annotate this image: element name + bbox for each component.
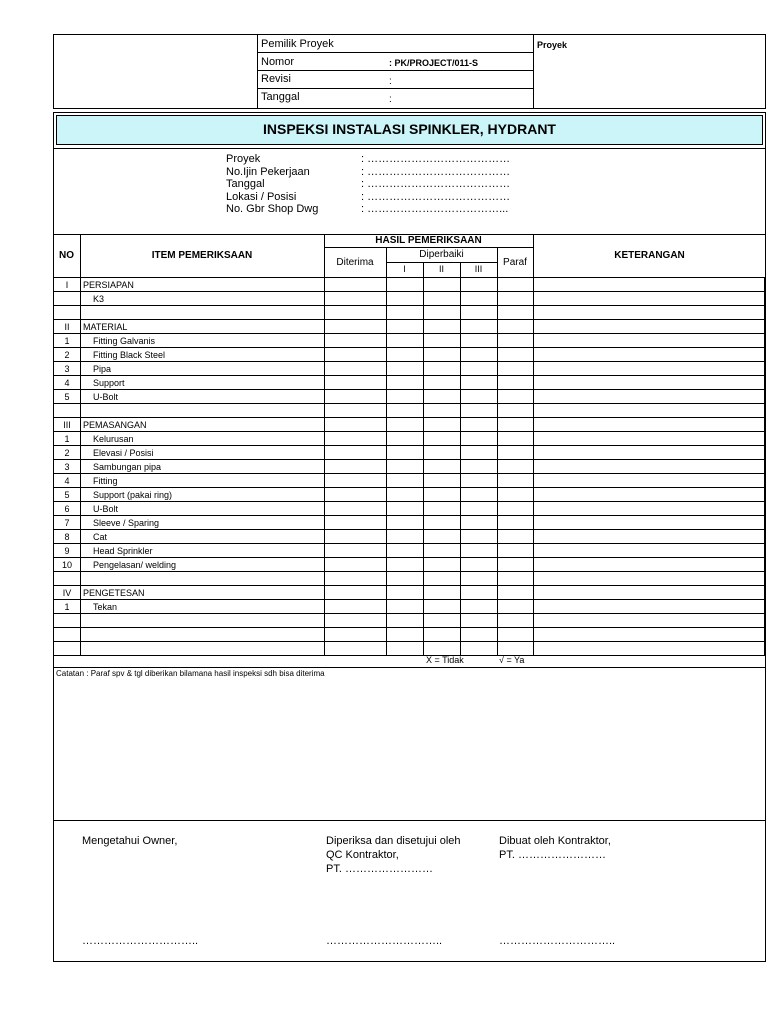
cell-perbaikan-3[interactable] [461,474,498,488]
cell-perbaikan-3[interactable] [461,586,498,600]
cell-paraf[interactable] [498,572,534,586]
table-row [54,348,765,362]
row-number [54,614,81,628]
cell-perbaikan-1[interactable] [387,446,424,460]
row-item: U-Bolt [81,502,325,516]
row-item: Support [81,376,325,390]
cell-perbaikan-3[interactable] [461,502,498,516]
cell-paraf[interactable] [498,390,534,404]
row-item [81,572,325,586]
cell-perbaikan-3[interactable] [461,306,498,320]
row-number [54,292,81,306]
info-label-ijin: No.Ijin Pekerjaan [226,165,310,178]
cell-perbaikan-3[interactable] [461,446,498,460]
table-row [54,474,765,488]
cell-perbaikan-3[interactable] [461,642,498,656]
inspection-table [53,277,765,656]
cell-keterangan[interactable] [534,362,765,376]
cell-perbaikan-2[interactable] [424,348,461,362]
table-row [54,642,765,656]
cell-perbaikan-3[interactable] [461,544,498,558]
row-item: Fitting [81,474,325,488]
cell-diterima[interactable] [325,642,387,656]
info-label-gbr: No. Gbr Shop Dwg [226,203,319,215]
row-number: 2 [54,348,81,362]
cell-diterima[interactable] [325,320,387,334]
table-row [54,558,765,572]
col-iii-header: III [474,264,483,274]
row-item: Fitting Black Steel [81,348,325,362]
cell-paraf[interactable] [498,628,534,642]
table-row [54,586,765,600]
col-i-header: I [403,264,406,274]
col-keterangan-header: KETERANGAN [614,250,685,261]
signature-kontraktor [499,834,611,862]
row-item: Kelurusan [81,432,325,446]
cell-keterangan[interactable] [534,460,765,474]
cell-perbaikan-3[interactable] [461,572,498,586]
cell-perbaikan-1[interactable] [387,278,424,292]
col-diperbaiki-header: Diperbaiki [419,249,464,260]
row-number: 4 [54,474,81,488]
cell-paraf[interactable] [498,292,534,306]
row-item: Tekan [81,600,325,614]
cell-keterangan[interactable] [534,502,765,516]
cell-keterangan[interactable] [534,320,765,334]
row-number [54,404,81,418]
cell-perbaikan-1[interactable] [387,320,424,334]
cell-perbaikan-2[interactable] [424,600,461,614]
cell-perbaikan-1[interactable] [387,586,424,600]
qc-title-1: Diperiksa dan disetujui oleh [326,835,461,847]
cell-perbaikan-3[interactable] [461,628,498,642]
cell-perbaikan-1[interactable] [387,390,424,404]
cell-perbaikan-1[interactable] [387,418,424,432]
cell-paraf[interactable] [498,586,534,600]
legend-ya: √ = Ya [499,655,525,665]
info-value-proyek: : ………………………………… [361,153,511,165]
owner-signature-line: ………………………….. [82,935,199,947]
table-row [54,418,765,432]
cell-keterangan[interactable] [534,292,765,306]
row-number: 9 [54,544,81,558]
cell-perbaikan-2[interactable] [424,544,461,558]
table-row [54,600,765,614]
cell-diterima[interactable] [325,530,387,544]
cell-perbaikan-2[interactable] [424,628,461,642]
cell-perbaikan-1[interactable] [387,558,424,572]
row-number: 5 [54,488,81,502]
cell-paraf[interactable] [498,432,534,446]
cell-diterima[interactable] [325,600,387,614]
cell-perbaikan-1[interactable] [387,544,424,558]
qc-signature-line: ………………………….. [326,935,443,947]
cell-paraf[interactable] [498,474,534,488]
cell-paraf[interactable] [498,502,534,516]
cell-perbaikan-2[interactable] [424,558,461,572]
nomor-value: : PK/PROJECT/011-S [389,58,479,68]
cell-paraf[interactable] [498,418,534,432]
cell-diterima[interactable] [325,572,387,586]
cell-perbaikan-1[interactable] [387,306,424,320]
cell-perbaikan-3[interactable] [461,292,498,306]
table-row [54,572,765,586]
cell-paraf[interactable] [498,334,534,348]
row-item [81,614,325,628]
row-item: Sambungan pipa [81,460,325,474]
cell-paraf[interactable] [498,446,534,460]
signature-qc [326,834,461,876]
revisi-label: Revisi [261,73,291,85]
cell-keterangan[interactable] [534,278,765,292]
cell-perbaikan-3[interactable] [461,460,498,474]
cell-perbaikan-2[interactable] [424,642,461,656]
row-number: II [54,320,81,334]
header-block [53,34,766,109]
row-item: Elevasi / Posisi [81,446,325,460]
table-row [54,628,765,642]
row-number [54,306,81,320]
cell-keterangan[interactable] [534,348,765,362]
inspection-rows [54,278,765,656]
cell-diterima[interactable] [325,628,387,642]
cell-perbaikan-2[interactable] [424,390,461,404]
row-item: PENGETESAN [81,586,325,600]
cell-perbaikan-2[interactable] [424,530,461,544]
row-item [81,404,325,418]
cell-keterangan[interactable] [534,446,765,460]
table-row [54,390,765,404]
cell-perbaikan-1[interactable] [387,376,424,390]
row-number [54,642,81,656]
cell-perbaikan-3[interactable] [461,488,498,502]
row-number: 3 [54,362,81,376]
row-number: 1 [54,600,81,614]
table-row [54,306,765,320]
cell-keterangan[interactable] [534,488,765,502]
cell-diterima[interactable] [325,306,387,320]
cell-paraf[interactable] [498,488,534,502]
cell-diterima[interactable] [325,348,387,362]
cell-perbaikan-1[interactable] [387,530,424,544]
tanggal-value: : [389,94,392,105]
cell-keterangan[interactable] [534,432,765,446]
cell-perbaikan-2[interactable] [424,502,461,516]
cell-perbaikan-2[interactable] [424,320,461,334]
tanggal-label: Tanggal [261,91,300,103]
proyek-header-label: Proyek [537,40,568,50]
row-number: III [54,418,81,432]
row-item: PEMASANGAN [81,418,325,432]
cell-perbaikan-1[interactable] [387,432,424,446]
cell-perbaikan-2[interactable] [424,460,461,474]
info-label-proyek: Proyek [226,153,261,165]
row-number: 4 [54,376,81,390]
cell-paraf[interactable] [498,404,534,418]
cell-perbaikan-2[interactable] [424,292,461,306]
cell-keterangan[interactable] [534,628,765,642]
cell-diterima[interactable] [325,460,387,474]
row-item: Head Sprinkler [81,544,325,558]
cell-keterangan[interactable] [534,530,765,544]
cell-perbaikan-3[interactable] [461,334,498,348]
cell-paraf[interactable] [498,306,534,320]
qc-title-2: QC Kontraktor, [326,849,399,861]
cell-perbaikan-1[interactable] [387,334,424,348]
row-item: U-Bolt [81,390,325,404]
table-row [54,404,765,418]
row-item: K3 [81,292,325,306]
row-item [81,306,325,320]
cell-perbaikan-1[interactable] [387,614,424,628]
table-row [54,614,765,628]
cell-perbaikan-3[interactable] [461,362,498,376]
row-number: 7 [54,516,81,530]
legend-tidak: X = Tidak [426,655,464,665]
cell-perbaikan-1[interactable] [387,516,424,530]
cell-perbaikan-2[interactable] [424,614,461,628]
owner-title: Mengetahui Owner, [82,835,178,847]
cell-keterangan[interactable] [534,614,765,628]
cell-diterima[interactable] [325,488,387,502]
cell-diterima[interactable] [325,586,387,600]
cell-diterima[interactable] [325,446,387,460]
cell-perbaikan-2[interactable] [424,488,461,502]
kontraktor-title-1: Dibuat oleh Kontraktor, [499,835,611,847]
info-label-tanggal: Tanggal [226,178,265,190]
info-labels [226,153,318,216]
cell-perbaikan-3[interactable] [461,418,498,432]
cell-perbaikan-3[interactable] [461,432,498,446]
cell-perbaikan-1[interactable] [387,502,424,516]
cell-perbaikan-2[interactable] [424,572,461,586]
row-number: 1 [54,432,81,446]
table-row [54,446,765,460]
cell-perbaikan-3[interactable] [461,600,498,614]
cell-perbaikan-3[interactable] [461,530,498,544]
cell-perbaikan-3[interactable] [461,376,498,390]
cell-perbaikan-1[interactable] [387,572,424,586]
cell-perbaikan-1[interactable] [387,362,424,376]
cell-keterangan[interactable] [534,558,765,572]
cell-perbaikan-3[interactable] [461,348,498,362]
cell-diterima[interactable] [325,474,387,488]
cell-perbaikan-3[interactable] [461,516,498,530]
table-row [54,278,765,292]
col-diterima-header: Diterima [336,257,374,268]
qc-title-3: PT. …………………… [326,863,433,875]
cell-perbaikan-2[interactable] [424,586,461,600]
row-item: MATERIAL [81,320,325,334]
cell-perbaikan-2[interactable] [424,334,461,348]
cell-keterangan[interactable] [534,334,765,348]
cell-perbaikan-2[interactable] [424,404,461,418]
cell-perbaikan-3[interactable] [461,404,498,418]
cell-paraf[interactable] [498,362,534,376]
cell-perbaikan-2[interactable] [424,516,461,530]
row-number [54,572,81,586]
table-row [54,362,765,376]
cell-perbaikan-2[interactable] [424,278,461,292]
row-number [54,628,81,642]
cell-perbaikan-3[interactable] [461,614,498,628]
kontraktor-title-2: PT. …………………… [499,849,606,861]
row-item [81,628,325,642]
cell-paraf[interactable] [498,348,534,362]
table-row [54,320,765,334]
cell-keterangan[interactable] [534,642,765,656]
table-row [54,376,765,390]
cell-paraf[interactable] [498,376,534,390]
cell-perbaikan-1[interactable] [387,474,424,488]
cell-perbaikan-2[interactable] [424,362,461,376]
row-number: 8 [54,530,81,544]
revisi-value: : [389,76,392,87]
info-value-tanggal: : ………………………………… [361,178,511,190]
table-row [54,460,765,474]
table-row [54,544,765,558]
cell-perbaikan-2[interactable] [424,418,461,432]
col-item-header: ITEM PEMERIKSAAN [151,250,253,261]
cell-perbaikan-1[interactable] [387,642,424,656]
cell-perbaikan-3[interactable] [461,390,498,404]
cell-perbaikan-1[interactable] [387,460,424,474]
cell-perbaikan-2[interactable] [424,432,461,446]
table-row [54,516,765,530]
cell-paraf[interactable] [498,320,534,334]
cell-paraf[interactable] [498,530,534,544]
cell-diterima[interactable] [325,292,387,306]
row-item: Pengelasan/ welding [81,558,325,572]
cell-perbaikan-1[interactable] [387,292,424,306]
cell-perbaikan-3[interactable] [461,558,498,572]
row-item: PERSIAPAN [81,278,325,292]
cell-keterangan[interactable] [534,376,765,390]
cell-paraf[interactable] [498,614,534,628]
cell-perbaikan-1[interactable] [387,600,424,614]
row-item: Cat [81,530,325,544]
row-number: 1 [54,334,81,348]
cell-paraf[interactable] [498,278,534,292]
cell-paraf[interactable] [498,558,534,572]
row-item: Sleeve / Sparing [81,516,325,530]
kontraktor-signature-line: ………………………….. [499,935,616,947]
cell-diterima[interactable] [325,376,387,390]
row-item: Support (pakai ring) [81,488,325,502]
signature-owner [82,834,177,848]
info-value-lokasi: : ………………………………… [361,190,511,203]
cell-perbaikan-1[interactable] [387,488,424,502]
cell-diterima[interactable] [325,334,387,348]
table-row [54,502,765,516]
cell-diterima[interactable] [325,390,387,404]
pemilik-proyek-label: Pemilik Proyek [261,38,334,50]
cell-keterangan[interactable] [534,600,765,614]
cell-paraf[interactable] [498,544,534,558]
row-number: 10 [54,558,81,572]
table-row [54,530,765,544]
cell-perbaikan-3[interactable] [461,320,498,334]
cell-diterima[interactable] [325,558,387,572]
info-label-lokasi: Lokasi / Posisi [226,190,297,203]
row-number: 5 [54,390,81,404]
cell-paraf[interactable] [498,460,534,474]
info-value-ijin: : ………………………………… [361,165,511,178]
cell-diterima[interactable] [325,404,387,418]
cell-diterima[interactable] [325,432,387,446]
row-number: 2 [54,446,81,460]
info-values [361,153,510,216]
row-number: IV [54,586,81,600]
cell-perbaikan-1[interactable] [387,628,424,642]
col-paraf-header: Paraf [503,257,527,268]
cell-keterangan[interactable] [534,544,765,558]
nomor-label: Nomor [261,56,295,68]
form-title: INSPEKSI INSTALASI SPINKLER, HYDRANT [263,121,556,137]
row-number: I [54,278,81,292]
cell-perbaikan-2[interactable] [424,446,461,460]
row-item [81,642,325,656]
cell-keterangan[interactable] [534,306,765,320]
cell-diterima[interactable] [325,418,387,432]
row-item: Pipa [81,362,325,376]
cell-perbaikan-1[interactable] [387,348,424,362]
cell-diterima[interactable] [325,614,387,628]
col-no-header: NO [59,250,74,261]
cell-perbaikan-1[interactable] [387,404,424,418]
cell-perbaikan-2[interactable] [424,306,461,320]
cell-keterangan[interactable] [534,418,765,432]
table-row [54,334,765,348]
cell-perbaikan-2[interactable] [424,474,461,488]
row-number: 6 [54,502,81,516]
cell-perbaikan-3[interactable] [461,278,498,292]
cell-paraf[interactable] [498,600,534,614]
cell-diterima[interactable] [325,544,387,558]
cell-keterangan[interactable] [534,586,765,600]
col-ii-header: II [438,264,444,274]
cell-diterima[interactable] [325,278,387,292]
table-row [54,488,765,502]
info-value-gbr: : ………………………………... [361,203,509,215]
cell-diterima[interactable] [325,502,387,516]
cell-diterima[interactable] [325,516,387,530]
table-row [54,432,765,446]
cell-perbaikan-2[interactable] [424,376,461,390]
row-item: Fitting Galvanis [81,334,325,348]
catatan-note: Catatan : Paraf spv & tgl diberikan bilamana hasil inspeksi sdh bisa diterima [56,669,325,678]
cell-keterangan[interactable] [534,516,765,530]
table-row [54,292,765,306]
col-hasil-header: HASIL PEMERIKSAAN [375,235,482,246]
cell-diterima[interactable] [325,362,387,376]
cell-keterangan[interactable] [534,390,765,404]
cell-paraf[interactable] [498,642,534,656]
cell-keterangan[interactable] [534,474,765,488]
cell-keterangan[interactable] [534,404,765,418]
row-number: 3 [54,460,81,474]
cell-paraf[interactable] [498,516,534,530]
cell-keterangan[interactable] [534,572,765,586]
